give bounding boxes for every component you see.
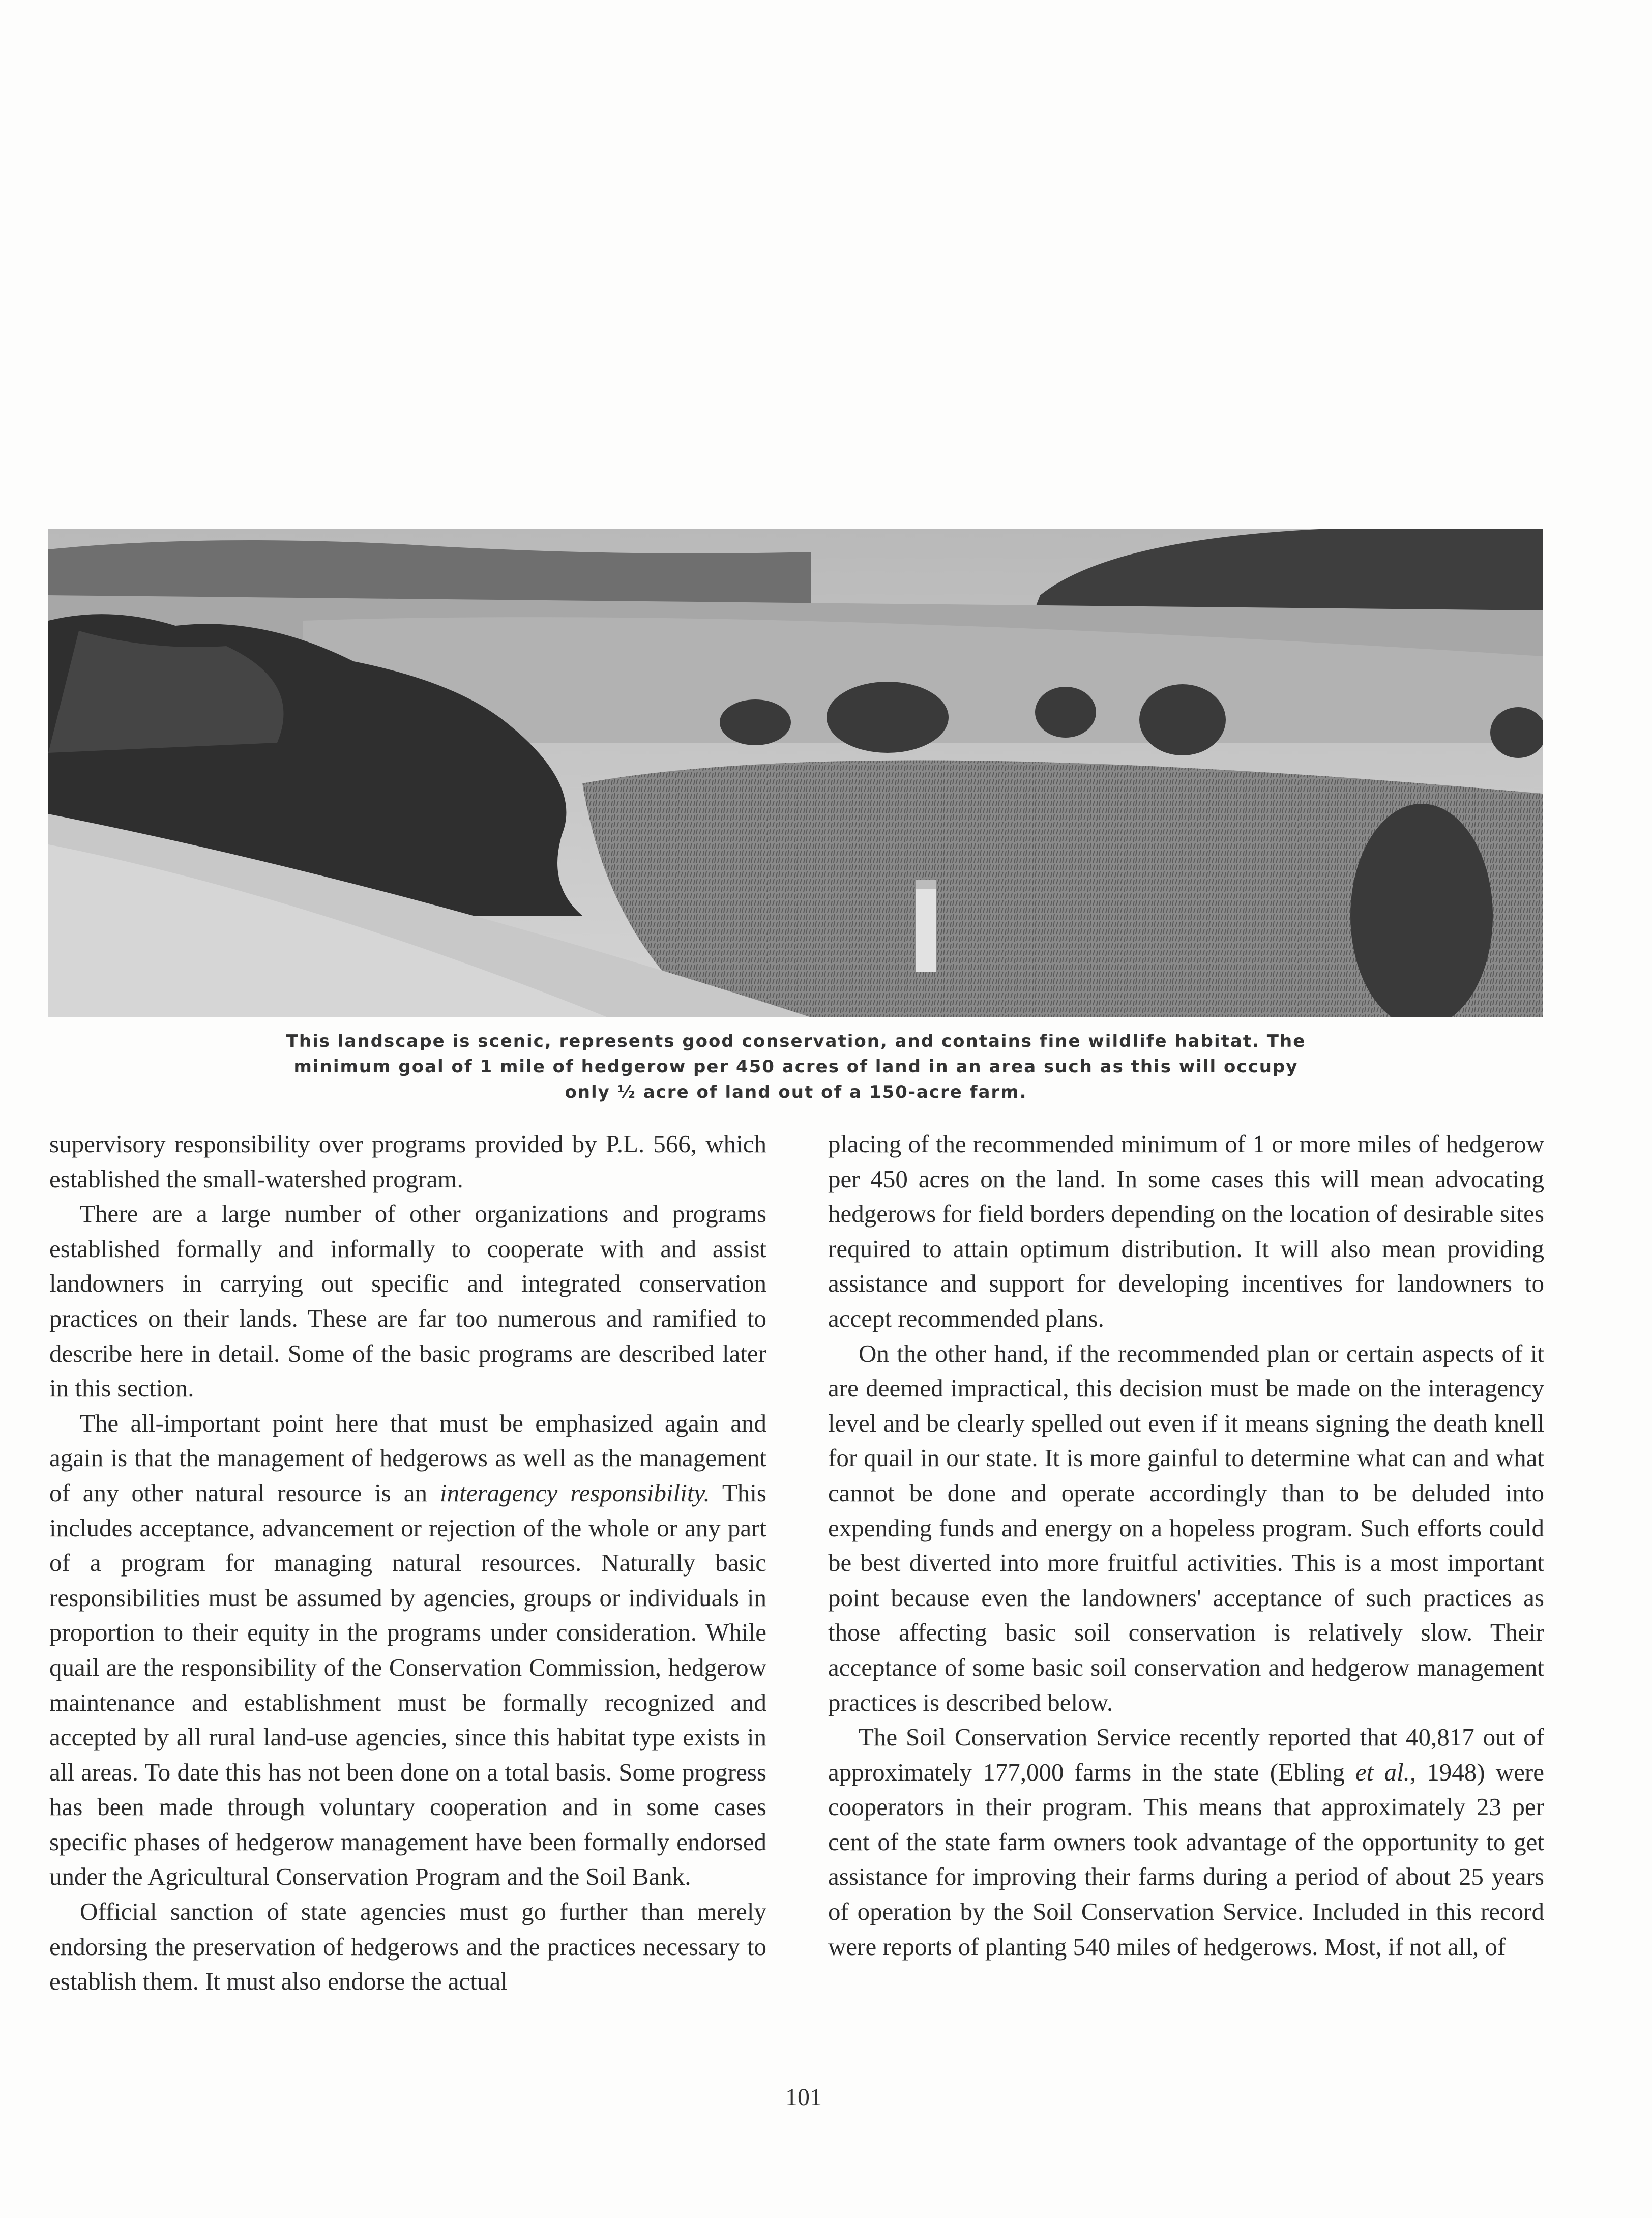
paragraph: supervisory responsibility over programs provided by P.L. 566, which established the small-watershed program. [49, 1130, 766, 1193]
paragraph: Official sanction of state agencies must go further than merely endorsing the preservation of hedgerows and the practices necessary to establish them. It must also endorse the actual [49, 1898, 766, 1996]
paragraph: There are a large number of other organizations and programs established formally and informally to cooperate with and assist landowners in carrying out specific and integrated conservation practices on their lands. These are far too numerous and ramified to describe here in detail. Some of the basic programs are described later in this section. [49, 1200, 766, 1403]
paragraph [828, 1720, 1544, 1964]
page-number: 101 [785, 2084, 822, 2111]
paragraph: On the other hand, if the recommended plan or certain aspects of it are deemed impractical, this decision must be made on the interagency level and be clearly spelled out even if it means signing the death knell for quail in our state. It is more gainful to determine what can and what cannot be done and operate accordingly than to be deluded into expending funds and energy on a hopeless program. Such efforts could be best diverted into more fruitful activities. This is a most important point because even the landowners' acceptance of such practices as those affecting basic soil conservation is relatively slow. Their acceptance of some basic soil conservation and hedgerow management practices is described below. [828, 1339, 1544, 1716]
text-run: This includes acceptance, advancement or rejection of the whole or any part of a program for managing natural resources. Naturally basic responsibilities must be assumed by agencies, groups or individuals in proportion to their equity in the programs under consideration. While quail are the responsibility of the Conservation Commission, hedgerow maintenance and establishment must be formally recognized and accepted by all rural land-use agencies, since this habitat type exists in all areas. To date this has not been done on a total basis. Some progress has been made through voluntary cooperation and in some cases specific phases of hedgerow management have been formally endorsed under the Agricultural Conservation Program and the Soil Bank. [49, 1478, 767, 1891]
landscape-photo [48, 529, 1543, 1017]
emphasis-text: et al., [1355, 1758, 1417, 1786]
text-run: The all-important point here that must be emphasized again and again is that the management of hedgerows as well as the management of any other natural resource is an [49, 1409, 766, 1507]
left-column [49, 1127, 766, 1999]
right-column [828, 1127, 1544, 1964]
paragraph: placing of the recommended minimum of 1 or more miles of hedgerow per 450 acres on the land. In some cases this will mean advocating hedgerows for field borders depending on the location of desirable sites required to attain optimum distribution. It will also mean providing assistance and support for developing incentives for landowners to accept recommended plans. [828, 1130, 1544, 1332]
text-run: The Soil Conservation Service recently reported that 40,817 out of approximately 177,000 farms in the state (Ebling [828, 1723, 1544, 1786]
figure-caption: This landscape is scenic, represents good conservation, and contains fine wildlife habitat. The minimum goal of 1 mile of hedgerow per 450 acres of land in an area such as this will occupy only ½ acre of land out of a 150-acre farm. [286, 1031, 1306, 1102]
text-run: 1948) were cooperators in their program. This means that approximately 23 per cent of the state farm owners took advantage of the opportunity to get assistance for improving their farms during a period of about 25 years of operation by the Soil Conservation Service. Included in this record were reports of planting 540 miles of hedgerows. Most, if not all, of [828, 1758, 1544, 1961]
landscape-illustration [48, 529, 1543, 1017]
emphasis-text: interagency responsibility. [440, 1478, 710, 1507]
paragraph [49, 1406, 766, 1894]
